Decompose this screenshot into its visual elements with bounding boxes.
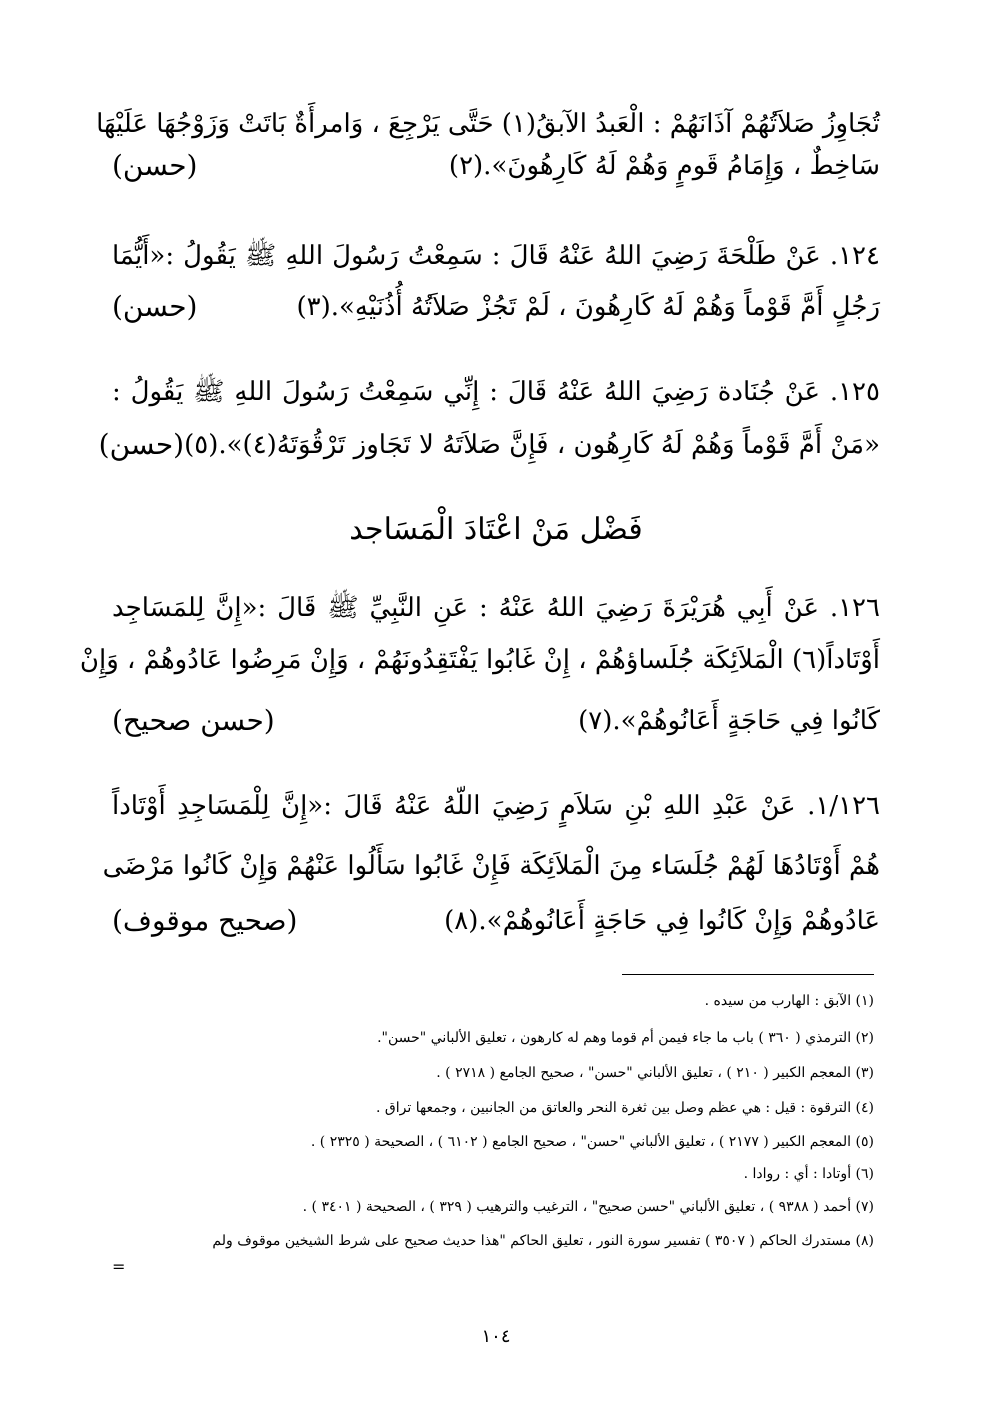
hadith-126-line-2: أَوْتَاداً(٦) الْمَلاَئِكَة جُلَساؤهُمْ ، إِنْ غَابُوا يَفْتَقِدُونَهُمْ ، وَإِنْ مَرِضُوا عَادُوهُمْ ، وَإِنْ [79,645,880,675]
hadith-124-line-2-row [112,287,880,327]
hadith-126-grade: (حسن صحيح) [112,704,275,737]
footnote-continuation-mark: = [112,1257,126,1276]
hadith-123-grade: (حسن) [112,149,198,182]
hadith-125-line-2-row [98,425,880,465]
hadith-126-1-line-1: ١/١٢٦. عَنْ عَبْدِ اللهِ بْنِ سَلاَمٍ رَضِيَ اللّهُ عَنْهُ قَالَ :«إِنَّ لِلْمَسَاجِدِ أَوْتَاداً [112,791,880,821]
footnote-4: (٤) الترقوة : قيل : هي عظم وصل بين ثغرة النحر والعاتق من الجانبين ، وجمعها تراق . [376,1100,874,1116]
footnote-8: (٨) مستدرك الحاكم ( ٣٥٠٧ ) تفسير سورة النور ، تعليق الحاكم "هذا حديث صحيح على شرط الشيخين موقوف ولم [212,1233,874,1249]
hadith-125-grade: (حسن) [98,428,185,461]
hadith-126-1-grade: (صحيح موقوف) [112,904,298,937]
footnote-5: (٥) المعجم الكبير ( ٢١٧٧ ) ، تعليق الألباني "حسن" ، صحيح الجامع ( ٦١٠٢ ) ، الصحيحة ( ٢٣٢٥ ) . [310,1134,874,1150]
hadith-123-line-2-row [112,146,880,186]
hadith-126-line-3-row [112,701,880,741]
hadith-124-grade: (حسن) [112,290,198,323]
hadith-124-line-2: رَجُلٍ أَمَّ قَوْماً وَهُمْ لَهُ كَارِهُونَ ، لَمْ تَجُزْ صَلاَتُهُ أُذُنَيْهِ».(٣) [296,292,880,322]
footnote-7: (٧) أحمد ( ٩٣٨٨ ) ، تعليق الألباني "حسن صحيح" ، الترغيب والترهيب ( ٣٢٩ ) ، الصحيحة ( ٣٤٠١ ) . [302,1199,874,1215]
page-number: ١٠٤ [481,1326,511,1347]
section-heading: فَضْل مَنْ اعْتَادَ الْمَسَاجد [349,512,643,547]
footnote-2: (٢) الترمذي ( ٣٦٠ ) باب ما جاء فيمن أم قوما وهم له كارهون ، تعليق الألباني "حسن". [377,1030,874,1046]
footnote-separator [622,974,874,975]
footnote-1: (١) الآبق : الهارب من سيده . [704,993,874,1009]
hadith-126-1-line-3-row [112,901,880,941]
hadith-126-line-3: كَانُوا فِي حَاجَةٍ أَعَانُوهُمْ».(٧) [578,706,880,736]
hadith-123-line-2: سَاخِطٌ ، وَإِمَامُ قَومٍ وَهُمْ لَهُ كَارِهُونَ».(٢) [448,151,880,181]
hadith-123-line-1: تُجَاوِزُ صَلاَتُهُمْ آذَانَهُمْ : الْعَبدُ الآبقُ(١) حَتَّى يَرْجِعَ ، وَامرأَةٌ بَاتَتْ وَزَوْجُهَا عَلَيْهَا [96,109,880,139]
footnote-6: (٦) أوتادا : أي : روادا . [743,1166,874,1182]
hadith-125-line-2: «مَنْ أَمَّ قَوْماً وَهُمْ لَهُ كَارِهُون ، فَإِنَّ صَلاَتَهُ لا تَجَاوز تَرْقُوَتَهُ(٤)».(٥) [184,430,880,460]
footnote-3: (٣) المعجم الكبير ( ٢١٠ ) ، تعليق الألباني "حسن" ، صحيح الجامع ( ٢٧١٨ ) . [436,1065,874,1081]
hadith-126-1-line-2: هُمْ أَوْتَادُهَا لَهُمْ جُلَسَاء مِنَ الْمَلاَئِكَة فَإِنْ غَابُوا سَأَلُوا عَنْهُمْ وَإِنْ كَانُوا مَرْضَى [102,851,880,881]
hadith-124-line-1: ١٢٤. عَنْ طَلْحَةَ رَضِيَ اللهُ عَنْهُ قَالَ : سَمِعْتُ رَسُولَ اللهِ ﷺ يَقُولُ :«أَيُّمَا [112,241,880,271]
hadith-125-line-1: ١٢٥. عَنْ جُنَادة رَضِيَ اللهُ عَنْهُ قَالَ : إِنِّي سَمِعْتُ رَسُولَ اللهِ ﷺ يَقُولُ : [112,377,880,407]
hadith-126-line-1: ١٢٦. عَنْ أَبِي هُرَيْرَةَ رَضِيَ اللهُ عَنْهُ : عَنِ النَّبِيِّ ﷺ قَالَ :«إِنَّ لِلمَسَاجِد [112,593,880,623]
hadith-126-1-line-3: عَادُوهُمْ وَإِنْ كَانُوا فِي حَاجَةٍ أَعَانُوهُمْ».(٨) [444,906,880,936]
